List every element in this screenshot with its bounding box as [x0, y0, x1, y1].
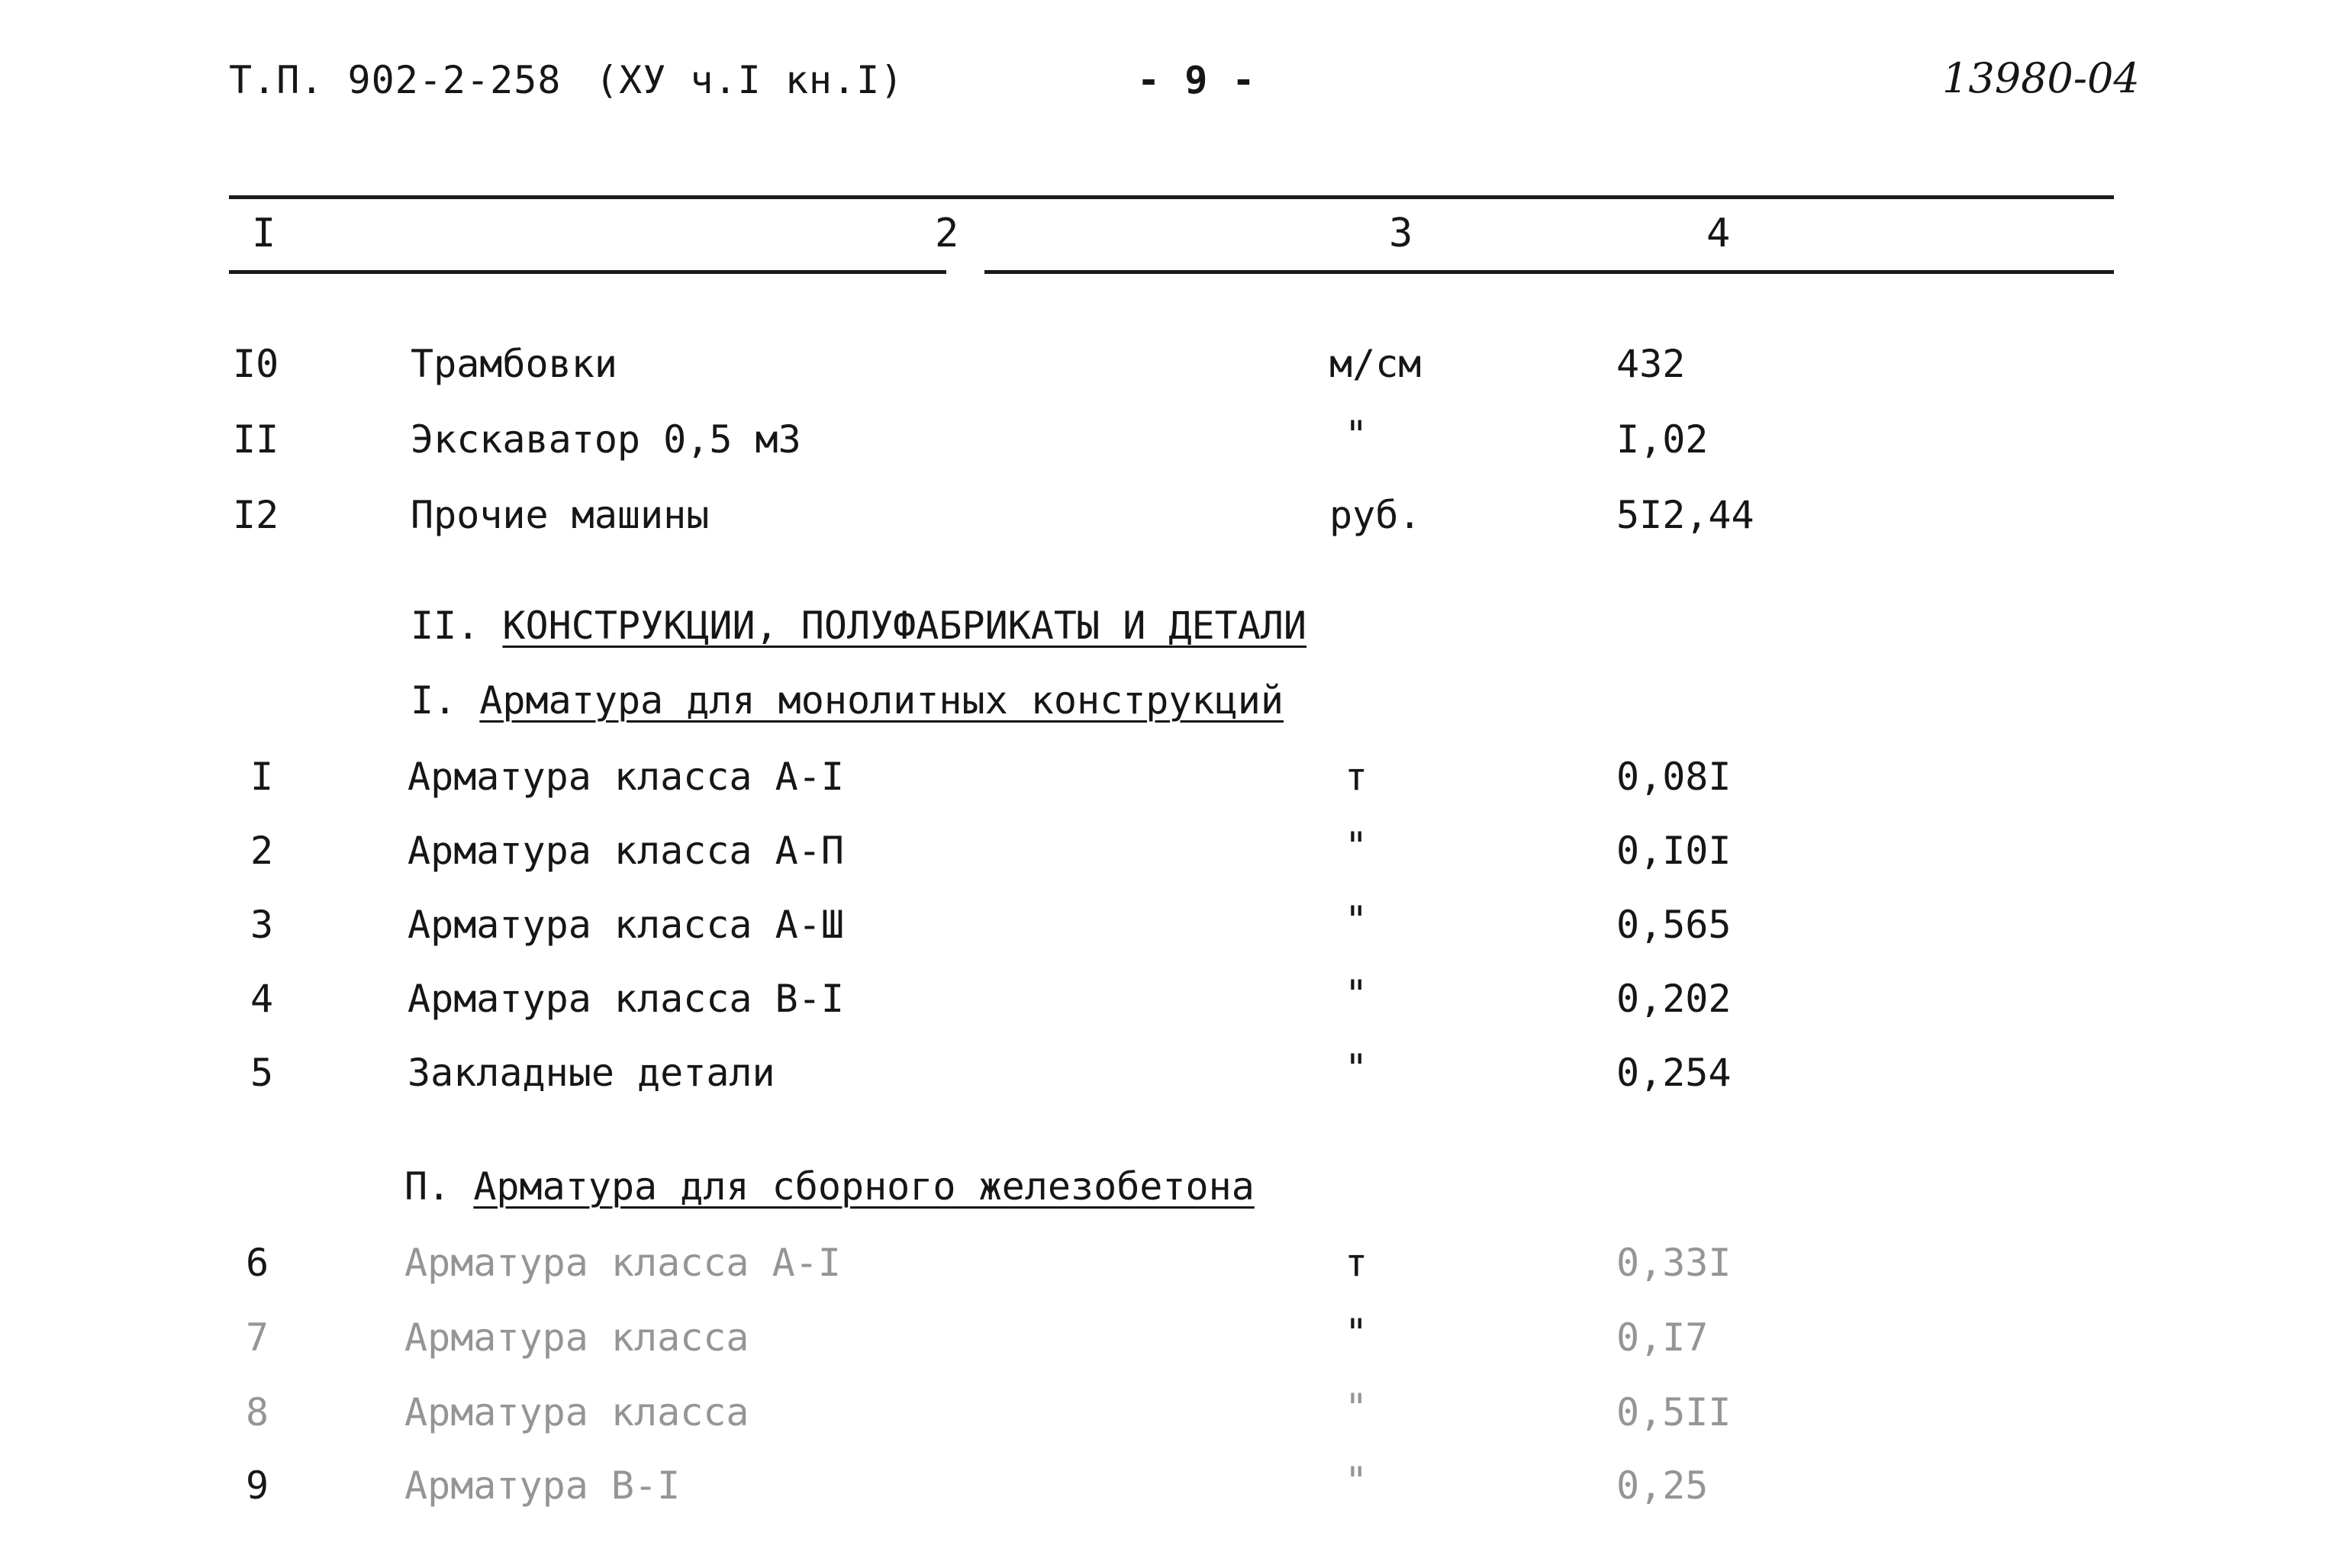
- row-unit: т: [1345, 755, 1368, 799]
- row-value: 432: [1616, 342, 1686, 386]
- row-value: 0,254: [1616, 1051, 1732, 1095]
- row-name: Арматура класса: [404, 1390, 749, 1434]
- row-number: I2: [233, 493, 279, 537]
- row-name: Трамбовки: [411, 342, 617, 386]
- row-value: 0,565: [1616, 903, 1732, 947]
- row-name: Арматура класса А-П: [408, 829, 844, 873]
- row-name: Арматура класса В-I: [408, 977, 844, 1021]
- row-name: Закладные детали: [408, 1051, 775, 1095]
- row-value: 0,5II: [1616, 1390, 1732, 1434]
- subsection-heading: [404, 1164, 1255, 1209]
- subsection-prefix: П.: [404, 1164, 451, 1209]
- subsection-prefix: I.: [411, 678, 457, 723]
- row-unit: руб.: [1329, 493, 1422, 537]
- section-heading: [411, 604, 1307, 648]
- row-unit: м/см: [1329, 342, 1422, 386]
- document-code: Т.П. 902-2-258: [229, 58, 562, 102]
- row-unit: ": [1345, 898, 1368, 942]
- row-unit: ": [1345, 1459, 1368, 1503]
- row-number: 5: [250, 1051, 274, 1095]
- row-value: 5I2,44: [1616, 493, 1754, 537]
- column-header-3: 3: [1389, 211, 1413, 256]
- row-name: Экскаватор 0,5 м3: [411, 417, 801, 462]
- row-number: 9: [246, 1463, 269, 1508]
- row-unit: ": [1345, 1046, 1368, 1090]
- table-top-rule: [229, 195, 2114, 199]
- row-value: 0,25: [1616, 1463, 1709, 1508]
- row-value: 0,33I: [1616, 1241, 1732, 1285]
- inventory-stamp: 13980-04: [1942, 54, 2140, 102]
- row-name: Арматура класса: [404, 1315, 749, 1360]
- row-value: I,02: [1616, 417, 1709, 462]
- row-number: 7: [246, 1315, 269, 1360]
- row-number: 3: [250, 903, 274, 947]
- row-value: 0,08I: [1616, 755, 1732, 799]
- document-part: (ХУ ч.I кн.I): [595, 58, 904, 102]
- column-header-2: 2: [935, 211, 959, 256]
- subsection-title: Арматура для монолитных конструкций: [479, 678, 1284, 723]
- section-title: КОНСТРУКЦИИ, ПОЛУФАБРИКАТЫ И ДЕТАЛИ: [502, 604, 1307, 648]
- column-header-4: 4: [1706, 211, 1731, 256]
- row-number: 6: [246, 1241, 269, 1285]
- row-value: 0,I0I: [1616, 829, 1732, 873]
- row-number: 2: [250, 829, 274, 873]
- subsection-title: Арматура для сборного железобетона: [473, 1164, 1255, 1209]
- row-unit: ": [1345, 413, 1368, 457]
- row-name: Арматура класса А-I: [404, 1241, 841, 1285]
- row-unit: ": [1345, 1311, 1368, 1355]
- row-name: Арматура класса А-Ш: [408, 903, 844, 947]
- row-unit: ": [1345, 824, 1368, 868]
- subsection-heading: [411, 678, 1284, 723]
- row-name: Прочие машины: [411, 493, 710, 537]
- row-number: I0: [233, 342, 279, 386]
- row-value: 0,202: [1616, 977, 1732, 1021]
- row-unit: ": [1345, 1386, 1368, 1430]
- row-name: Арматура класса А-I: [408, 755, 844, 799]
- row-number: 8: [246, 1390, 269, 1434]
- row-name: Арматура В-I: [404, 1463, 681, 1508]
- row-number: 4: [250, 977, 274, 1021]
- row-unit: ": [1345, 972, 1368, 1016]
- section-prefix: II.: [411, 604, 480, 648]
- table-header-rule-right: [984, 270, 2114, 274]
- row-unit: т: [1345, 1241, 1368, 1285]
- column-header-1: I: [252, 211, 276, 256]
- row-number: II: [233, 417, 279, 462]
- row-value: 0,I7: [1616, 1315, 1709, 1360]
- row-number: I: [250, 755, 274, 799]
- table-header-rule-left: [229, 270, 946, 274]
- page-number: - 9 -: [1137, 58, 1256, 102]
